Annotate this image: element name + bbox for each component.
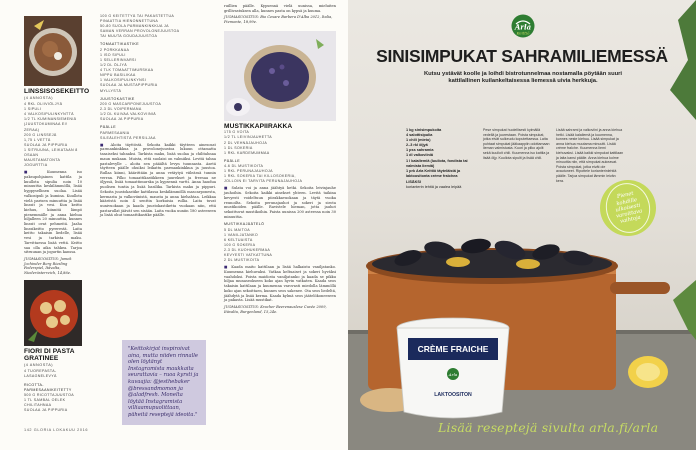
recipe-title-soup: LINSSISOSEKEITTO bbox=[24, 88, 90, 95]
bullet-icon: ■ bbox=[24, 170, 47, 175]
ingredient: SILEÄLEHTISTÄ PERSILJAA bbox=[100, 135, 156, 140]
method-soup: ■ Kuumenna iso paksupohjainen kattila ja kuullota sipulia noin 10 minuuttia keskilämmöllä, lisää hyppysellinen suolaa. Lisää valkosipuli ja kumina. Kuullota vielä parisen minuuttia ja lisää linssit ja vesi. Kun keitto kiehuu, kiinnitä lämpö pienemmälle ja anna kiehua hiljalleen 20 minuuttia, kunnes linssit ovat pehmeitä. Jaaha linssikeitto pyrerestä. Laita keitto takaisin liedelle, lisää vesi ja tarkista maku. Tarvittaessa lisää vettä. Keitto saa olla aika tahkea. Tarjoa sitruunan ja jogurtin kanssa. bbox=[24, 170, 82, 255]
ad-method-2: Lisää sahrami ja valkoviini ja anna kiehua hetki. Lisää kalaliemä ja kuumenna, kunnes neste kiehuu. Lisää simpukat ja anna kiehua muutama minuutti. Lisää crème fraîche. Kuumenna liemi kiehuvaksi. Lisää kaikki simpukat kattilaan ja laita kansi päälle. Anna kiehua kolme minuuttia niin, että simpukat aukeavat. Poista simpukat, jotka eivät ole avautuneet. Ripottele korianterinlehtiä päälle. Tarjoa simpukat lämmin leivän kera. bbox=[556, 128, 624, 183]
ingredient: SUOLAA JA PIPPURIA bbox=[100, 117, 144, 122]
pasta-photo bbox=[24, 280, 82, 346]
ingredient: 4 TLK TOMAATTIMURSKAA bbox=[100, 68, 154, 73]
bullet-icon: ■ bbox=[224, 186, 232, 191]
method-pie: ■ Sulata voi ja anna jäähtyä hetki. Sekoita leivinjauhe jauhoihin. Sekoita kaikki ainekset yhteen. Levitä taikina kevyesti voideltuun piirakkavuokaan ja täytä vuoka reunoilta. Sekoita perunajauhot ja sokeri ja sirota mustikoiden päälle. Ravistele hieman, jotta jauhot sekoittuvat mustikoihin. Paista uunissa 200 asteessa noin 30 minuuttia. bbox=[224, 186, 336, 219]
creme-fraiche-package bbox=[394, 316, 512, 420]
ingredient: KEVYESTI VATKATTUNA bbox=[224, 253, 273, 258]
wine-icecream: JUOMASUOSITUS: Kracher Beerenauslese Cuvée 2009, Itävalta, Burgenland, 15,24e. bbox=[224, 304, 327, 314]
ingredient: 100 G SOKERIA bbox=[224, 242, 256, 247]
ingredient: 1 VANILJATANKO bbox=[224, 232, 259, 237]
ingredient: 4 RKL OLIIVIÖLJYÄ bbox=[24, 102, 63, 107]
ingredient: 2-3 DL KUOHUKERMAA bbox=[224, 248, 271, 253]
wine-pasta: JUOMASUOSITUS: Bio Cesare Barbera D'Alba 2012, Italia, Piemonte, 18,99e. bbox=[224, 15, 333, 25]
ingredient: 175 G VOITA bbox=[224, 130, 250, 135]
ad-website: Lisää reseptejä sivulta arla.fi/arla bbox=[438, 420, 659, 435]
arla-keittio-text: Keittiö bbox=[516, 30, 530, 36]
ingredient: 1 SITRUUNA, LEIKATAAN 8 OSAAN bbox=[24, 147, 78, 158]
ingredient: 1 TL SAMBAL OELEK CHILITAHNAA bbox=[24, 398, 66, 408]
ingredient: 1 RKL SOKERIA TAI KILLOSOKERIA, bbox=[224, 174, 296, 179]
section-heading: JUUSTOKASTIKE bbox=[100, 96, 135, 101]
method-icecream: ■ Kaada maito kattilaan ja lisää halkaistu vaniljatanko. Kuumenna kiehuvaksi. Vatkaa keltuaiset ja sokeri hyväksi vaahdoksi. Poista maidosta vaniljatanko ja kaada se pikku hiljaa munaseokseen koko ajan hyvin vatkaten. Kaada seos takaisin kattilaan ja kuumenna varovasti miedolla lämmöllä koko ajan sekoittaen, kunnes seos sakenee. Ota seos liedeltä, jäähdytä ja lisää kerma. Kaada kylmä seos jäätelökoneeseen ja pakasta. Lisää mustikat. bbox=[224, 265, 336, 303]
ingredient: 4 TUOREPASTA-LASAGNELEVYÄ bbox=[24, 369, 57, 379]
right-advert-page bbox=[348, 0, 696, 450]
ingredient: 1 DL SOKERIA bbox=[224, 145, 253, 150]
ingredient: 5 DL MAITOA bbox=[224, 227, 251, 232]
ingredient: 1/2 TL LEIVINJAUHETTA bbox=[224, 135, 273, 140]
ingredients-soup bbox=[24, 102, 82, 168]
wine-soup: JUOMASUOSITUS: Jamek Jochinder Berg Riesling Federspiel, Itävalta, Niederösterreich, 14,86e. bbox=[24, 256, 72, 276]
ingredients-topping bbox=[100, 131, 216, 141]
ingredient: 1 kg sinisimpukoita bbox=[406, 128, 442, 132]
ingredients-tomato-sauce bbox=[100, 48, 216, 94]
ingredient: MAUSTAMATONTA JOGURTTIA bbox=[24, 158, 61, 168]
pasta-dish-image bbox=[24, 280, 82, 346]
ingredient: 2 DL VEHNÄJAUHOJA bbox=[224, 140, 268, 145]
pack-arla-text: Arla bbox=[448, 372, 458, 377]
ingredient: 50-80 SUOLA PARMANKINKKUA JA bbox=[100, 24, 169, 29]
arla-logo-text: Arla bbox=[514, 22, 532, 32]
ingredient: 500 G RICOTTAJUUSTOA bbox=[24, 393, 74, 398]
ingredient: 1/2 TL KUMINANSIEMENIÄ bbox=[24, 117, 77, 122]
ingredient: 1 ISO SIPULI bbox=[100, 52, 126, 57]
ad-ingredients bbox=[406, 128, 478, 190]
ingredient: 2 DL MUSTIKOITA bbox=[224, 258, 260, 263]
ingredient: 200 G MASCARPONEJUUSTOA bbox=[100, 101, 162, 106]
blueberry-pie-image bbox=[224, 31, 336, 121]
recipe-title-pasta: FIORI DI PASTA GRATINEE bbox=[24, 347, 75, 363]
ingredient: JOLLOIN EI TARVITA PERUNAJAUHOJA bbox=[224, 179, 303, 184]
ingredient: 4-6 DL MUSTIKOITA bbox=[224, 164, 264, 169]
ingredient: MYLLYSTÄ bbox=[100, 88, 122, 93]
ingredient: 1/2 DL KUIVAA VALKOVIINIÄ bbox=[100, 112, 157, 117]
promo-badge-text: Pienet kohdille ulkoisesti varoittava vaihtoja bbox=[601, 179, 654, 237]
serving-pasta: (4 ANNOSTA) bbox=[24, 362, 54, 367]
ad-intro: Kutsu ystävät koolle ja loihdi bistrotunnelmaa nostamalla pöytään suuri kattilallinen kuilankeltaisessa liemessä uivia herkkuja. bbox=[423, 71, 623, 85]
ingredient: 1 RKL KARDEMUMMAA bbox=[224, 150, 270, 155]
ingredient: 4 VALKOSIPULINKYNTTÄ bbox=[24, 112, 74, 117]
ad-title: SINISIMPUKAT SAHRAMILIEMESSÄ bbox=[376, 46, 668, 66]
ad-method-1: Pese simpukat huolellisesti kylmällä vedellä ja juurestaan. Poista simpukat, jotka eivät sulkeudu koputettaessa. Laita puhtaat simpukat jääkaappiin odottamaan lieman valmistusta. Kuori ja pilko ajolit sekä kuulloit chili. Kuumenna iso kattila ja lisää öljy. Kuullota sipulit ja lisää chili. bbox=[483, 128, 550, 160]
ingredients-pasta bbox=[24, 369, 82, 413]
ingredients-pasta-cont bbox=[100, 14, 216, 39]
ingredient: 200 G LINSSEJÄ bbox=[24, 132, 57, 137]
ingredient-section: RICOTTA-PARMESAANIKEITETTY bbox=[24, 382, 72, 392]
soup-photo bbox=[24, 16, 82, 86]
method-pasta-end: ruillien päälle. Kypsennä vielä uunissa, mieluiten grillivastuksen alla, kunnes pasta on kypsä ja kuuma. bbox=[224, 4, 336, 13]
ingredients-icecream bbox=[224, 228, 336, 264]
ingredient: 1 l kalaliemiä (luuliota, fondista tai valmista liemiä) bbox=[406, 158, 468, 168]
page-folio: 142 GLORIA LOKAKUU 2016 bbox=[24, 428, 89, 432]
arla-logo-icon bbox=[511, 14, 535, 38]
ingredient-section: PÄÄLLE bbox=[224, 158, 240, 163]
ingredient: 1 RKL PERUNAJAUHOJA bbox=[224, 169, 273, 174]
ingredient: 2-3 DL VOIPERMANA bbox=[100, 107, 142, 111]
ingredient: SUOLAA JA PIPPURIA bbox=[24, 142, 68, 147]
ingredients-pie bbox=[224, 130, 336, 184]
ingredient: 1 chili (mieto) bbox=[406, 138, 431, 143]
ingredient: 1 pss sahramia bbox=[406, 148, 434, 153]
recipe-title-pie: MUSTIKKAPIIRAKKA bbox=[224, 122, 293, 130]
ingredient: SUOLAA JA MUSTAPIPPURIA bbox=[100, 83, 158, 88]
ingredient: SAMAN VERRAN PROVOLONEJUUSTOA bbox=[100, 29, 180, 34]
column-3 bbox=[224, 0, 336, 450]
section-heading: TOMAATTIKASTIKE bbox=[100, 42, 140, 47]
ingredients-cheese-sauce bbox=[100, 102, 216, 122]
ingredient: NIPPU BASILIKAA bbox=[100, 73, 136, 78]
section-heading: PÄÄLLE bbox=[100, 125, 116, 130]
section-heading: MUSTIKKAJÄÄTELÖ bbox=[224, 222, 265, 227]
bullet-icon: ■ bbox=[100, 142, 111, 147]
ingredient: 1,75 L VETTÄ bbox=[24, 137, 51, 142]
serving-soup: (4 ANNOSTA) bbox=[24, 95, 54, 100]
ingredient: 1 VALKOSIPULINKYNSI bbox=[100, 78, 147, 83]
pack-name-text: CRÈME FRAICHE bbox=[417, 344, 489, 354]
soup-bowl-image bbox=[24, 16, 82, 86]
ingredient: 100 G KEITETTYÄ TAI PAKASTETTUA bbox=[100, 14, 175, 18]
method-pasta: ■ Aloita täyttöstä. Sekoita kaikki täytteen ainesosat parmankinkkua ja provolonejuustoa lukuun ottamatta tasaiseksi tahnaksi. Tarkista maku, lisää suolaa ja chilitahnaa maun mukaan. Muista, että suolaisi on valmiiksi. Levitä tahna pastalevylle – aloita sen pääältä levyn tuunnasta. Asetä täytteen päälle ohuiksi leikattu parmankinkkua ja juustoa. Rullaa kiinni, käärittään ja anna vetäytyä viileässä tunnin verran. Pilko tomaattikastikkeen juurekset ja freesaa ne öljyssä, lisää tomaattimurska ja kypsennä vartti. Anna haudua puolisen tuntia ja lisää basilika. Tarkista maku ja pippuri. Sekoita juustokastike kattilassa keskilämmöllä mascarponesta, kermasta ja valkoviinistä, mausta ja anna kiehahtaa. Leikkaa kääröstä noin 4 senttin korkuisia rullia. Laita tuvat uunivuokaan ja kaada juustokastiketta vuokaan niin, että pastarullat jäävät sen sisään. Laita vuoka uuniin 180 asteeseen ja lisää ohut tomaattikastike päälle. bbox=[100, 142, 216, 218]
pack-sub-text: LAKTOOSITON bbox=[434, 392, 472, 398]
ingredient: PINAATTIA HIENONNETTUNA bbox=[100, 19, 159, 24]
lisaksi-text: korianterin lehtiä ja vaalea leipää bbox=[406, 185, 462, 190]
ingredient: 6 KELTUAISTA bbox=[224, 237, 253, 242]
ingredient: 2 PORKKANAA bbox=[100, 47, 130, 52]
pull-quote: "Keittokirjat inspiroivat aina, mutta niiden rinnalle olen löytänyt Instagramista maukkaita seurattavia – ruoa kyrsti ja kuvaajia: @jesthebaker @bressandmomon ja @aladfresh. Monelta löytää Instagramista villiaamupuolittaan, päheitä reseptejä ideoita." bbox=[122, 340, 206, 425]
ingredient: 1 SELLERINVARSI bbox=[100, 57, 137, 62]
ingredient: 1/2 DL ÖLJYÄ bbox=[100, 63, 128, 68]
ingredient: SUOLAA JA PIPPURIA bbox=[24, 408, 68, 413]
bullet-icon: ■ bbox=[224, 265, 232, 270]
ingredient: 1 dl valkoviiniä bbox=[406, 153, 434, 158]
ingredient: 1 SIPULI bbox=[24, 107, 42, 112]
ingredient: 4 salottisipulia bbox=[406, 133, 433, 138]
pie-photo bbox=[224, 31, 336, 121]
ingredient: (JUUSTOKUMINAA EI! ZERAA) bbox=[24, 122, 68, 132]
ingredient: 1 prk Arla Keittiö täyteläistä ja laktoositonta crème fraîchea bbox=[406, 168, 461, 178]
ingredient: 2–3 rkl öljyä bbox=[406, 143, 428, 148]
column-1 bbox=[24, 0, 90, 450]
ingredient: PARMESAANIA bbox=[100, 130, 130, 135]
lisaksi-label: LISÄKSI bbox=[406, 179, 421, 184]
ingredient: TAI MUUTA GOUDAJUUSTOA bbox=[100, 34, 158, 39]
